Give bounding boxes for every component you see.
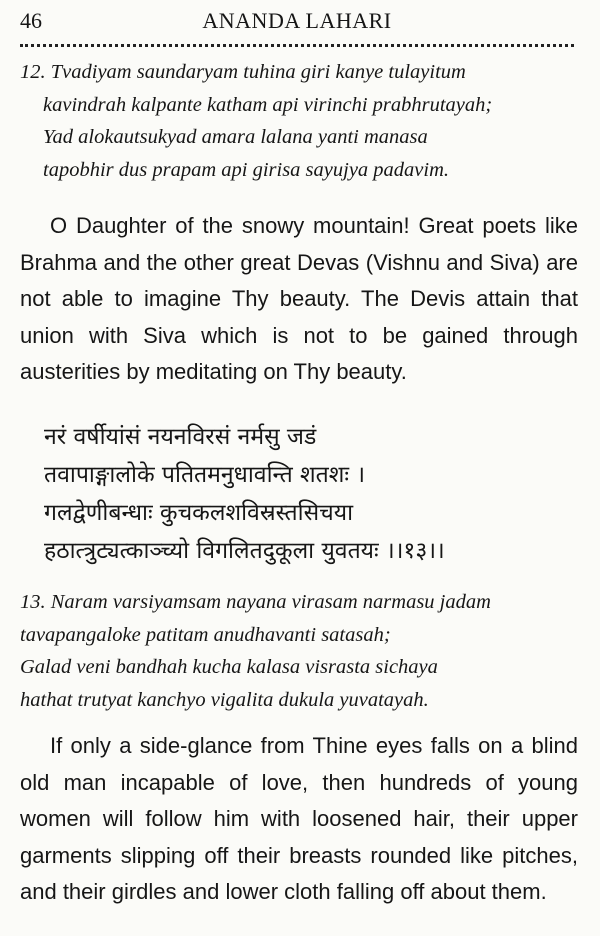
running-title: ANANDA LAHARI bbox=[202, 8, 392, 33]
translation-13 bbox=[20, 728, 578, 911]
verse-line: Galad veni bandhah kucha kalasa visrasta sichaya bbox=[20, 656, 438, 678]
verse-line: 13. Naram varsiyamsam nayana virasam narmasu jadam bbox=[20, 591, 491, 613]
sanskrit-line: गलद्वेणीबन्धाः कुचकलशविस्रस्तसिचया bbox=[44, 500, 354, 526]
verse-line: kavindrah kalpante katham api virinchi prabhrutayah; bbox=[43, 93, 493, 116]
translation-12 bbox=[20, 208, 578, 391]
translation-paragraph: If only a side-glance from Thine eyes falls on a blind old man incapable of love, then hundreds of young women will follow him with loosened hair, their upper garments slipping off their breasts rounded like pitches, and their girdles and lower cloth falling off about them. bbox=[20, 733, 578, 904]
page-header bbox=[20, 8, 574, 40]
verse-13-sanskrit bbox=[44, 418, 580, 570]
verse-13-transliteration bbox=[20, 586, 574, 716]
verse-line: tapobhir dus prapam api girisa sayujya padavim. bbox=[43, 158, 450, 181]
page-number: 46 bbox=[20, 8, 42, 33]
verse-12-transliteration bbox=[20, 56, 574, 186]
sanskrit-line: नरं वर्षीयांसं नयनविरसं नर्मसु जडं bbox=[44, 424, 317, 450]
translation-paragraph: O Daughter of the snowy mountain! Great poets like Brahma and the other great Devas (Vishnu and Siva) are not able to imagine Thy beauty. The Devis attain that union with Siva which is not to be gained through austerities by meditating on Thy beauty. bbox=[20, 213, 578, 384]
verse-line: Yad alokautsukyad amara lalana yanti manasa bbox=[43, 126, 428, 148]
header-divider bbox=[20, 44, 574, 47]
sanskrit-line: तवापाङ्गालोके पतितमनुधावन्ति शतशः । bbox=[44, 462, 366, 488]
verse-line: hathat trutyat kanchyo vigalita dukula yuvatayah. bbox=[20, 688, 429, 711]
verse-line: 12. Tvadiyam saundaryam tuhina giri kanye tulayitum bbox=[20, 61, 466, 83]
verse-line: tavapangaloke patitam anudhavanti satasah; bbox=[20, 623, 391, 646]
sanskrit-line: हठात्त्रुट्यत्काञ्च्यो विगलितदुकूला युवतयः ।।१३।। bbox=[44, 538, 445, 564]
